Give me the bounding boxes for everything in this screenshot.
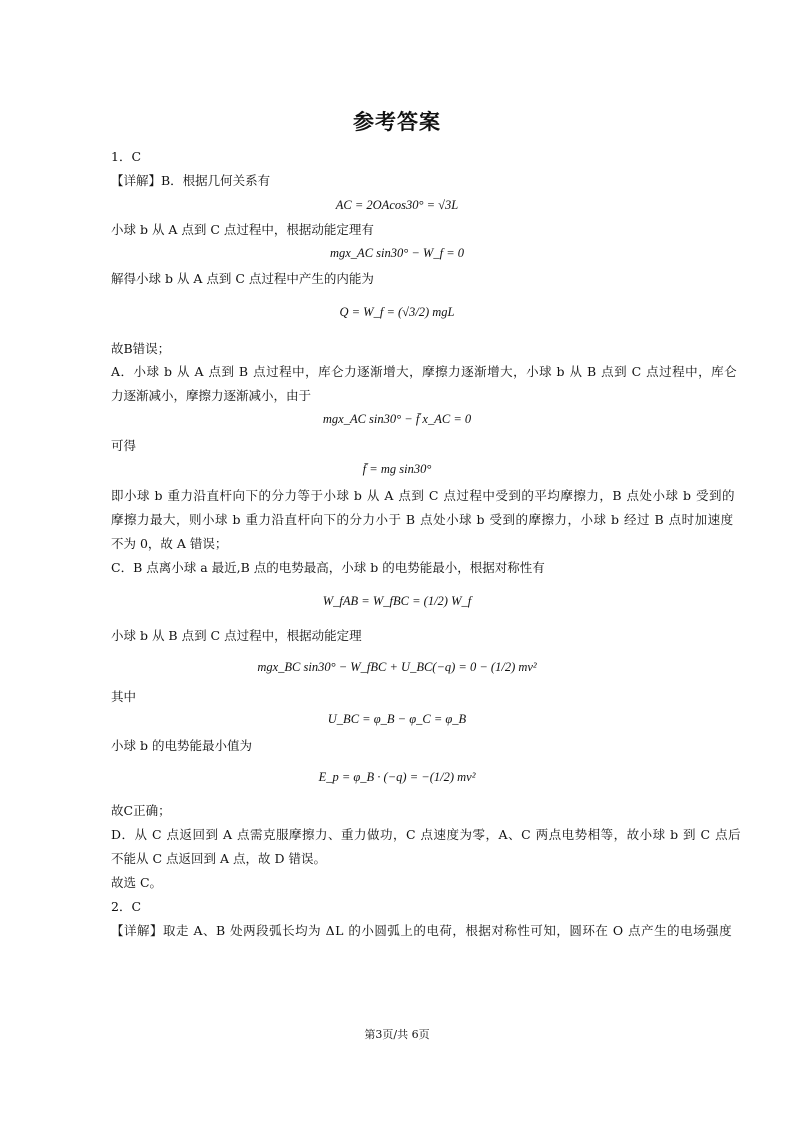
text-a-line-3: 即小球 b 重力沿直杆向下的分力等于小球 b 从 A 点到 C 点过程中受到的平均摩擦力，B 点处小球 b 受到的 [111, 488, 735, 503]
text-d-line-2: 不能从 C 点返回到 A 点，故 D 错误。 [111, 851, 326, 866]
text-a-line-4: 摩擦力最大，则小球 b 重力沿直杆向下的分力小于 B 点处小球 b 受到的摩擦力，小球 b 经过 B 点时加速度 [111, 512, 734, 527]
page-footer: 第3页/共 6页 [364, 1028, 430, 1041]
text-qizhong: 其中 [111, 689, 137, 704]
question-1-label: 1．C [111, 149, 142, 164]
equation-ac: AC = 2OAcos30° = √3L [335, 198, 459, 212]
detail-b-intro: 【详解】B．根据几何关系有 [111, 173, 271, 188]
equation-friction-1: mgx_AC sin30° − f̄ x_AC = 0 [322, 412, 472, 426]
text-c-line-2: 小球 b 从 B 点到 C 点过程中，根据动能定理 [111, 628, 362, 643]
final-choice: 故选 C。 [111, 875, 163, 890]
equation-kinetic-2: mgx_BC sin30° − W_fBC + U_BC(−q) = 0 − (1/2) mv² [257, 660, 537, 674]
question-2-label: 2．C [111, 899, 142, 914]
page-title: 参考答案 [353, 110, 441, 134]
text-d-line-1: D．从 C 点返回到 A 点需克服摩擦力、重力做功，C 点速度为零，A、C 两点电势相等，故小球 b 到 C 点后 [111, 827, 742, 842]
equation-kinetic-1: mgx_AC sin30° − W_f = 0 [329, 246, 464, 260]
equation-heat: Q = W_f = (√3/2) mgL [339, 305, 455, 319]
question-2-detail: 【详解】取走 A、B 处两段弧长均为 ΔL 的小圆弧上的电荷，根据对称性可知，圆环在 O 点产生的电场强度 [111, 923, 733, 938]
text-heat: 解得小球 b 从 A 点到 C 点过程中产生的内能为 [111, 271, 374, 286]
equation-friction-2: f̄ = mg sin30° [362, 462, 432, 476]
text-c-line-1: C．B 点离小球 a 最近,B 点的电势最高，小球 b 的电势能最小，根据对称性有 [111, 560, 545, 575]
text-a-line-2: 力逐渐减小，摩擦力逐渐减小，由于 [111, 388, 312, 403]
conclusion-c: 故C正确； [111, 803, 171, 818]
equation-potential: U_BC = φ_B − φ_C = φ_B [327, 712, 467, 726]
equation-energy: E_p = φ_B · (−q) = −(1/2) mv² [318, 770, 476, 784]
text-c-line-3: 小球 b 的电势能最小值为 [111, 738, 252, 753]
text-a-line-5: 不为 0，故 A 错误； [111, 536, 228, 551]
text-keyi: 可得 [111, 438, 137, 453]
conclusion-b: 故B错误； [111, 341, 171, 356]
equation-work-split: W_fAB = W_fBC = (1/2) W_f [322, 594, 472, 608]
text-kinetic-1: 小球 b 从 A 点到 C 点过程中，根据动能定理有 [111, 222, 374, 237]
text-a-line-1: A．小球 b 从 A 点到 B 点过程中，库仑力逐渐增大，摩擦力逐渐增大，小球 b 从 B 点到 C 点过程中，库仑 [111, 364, 738, 379]
